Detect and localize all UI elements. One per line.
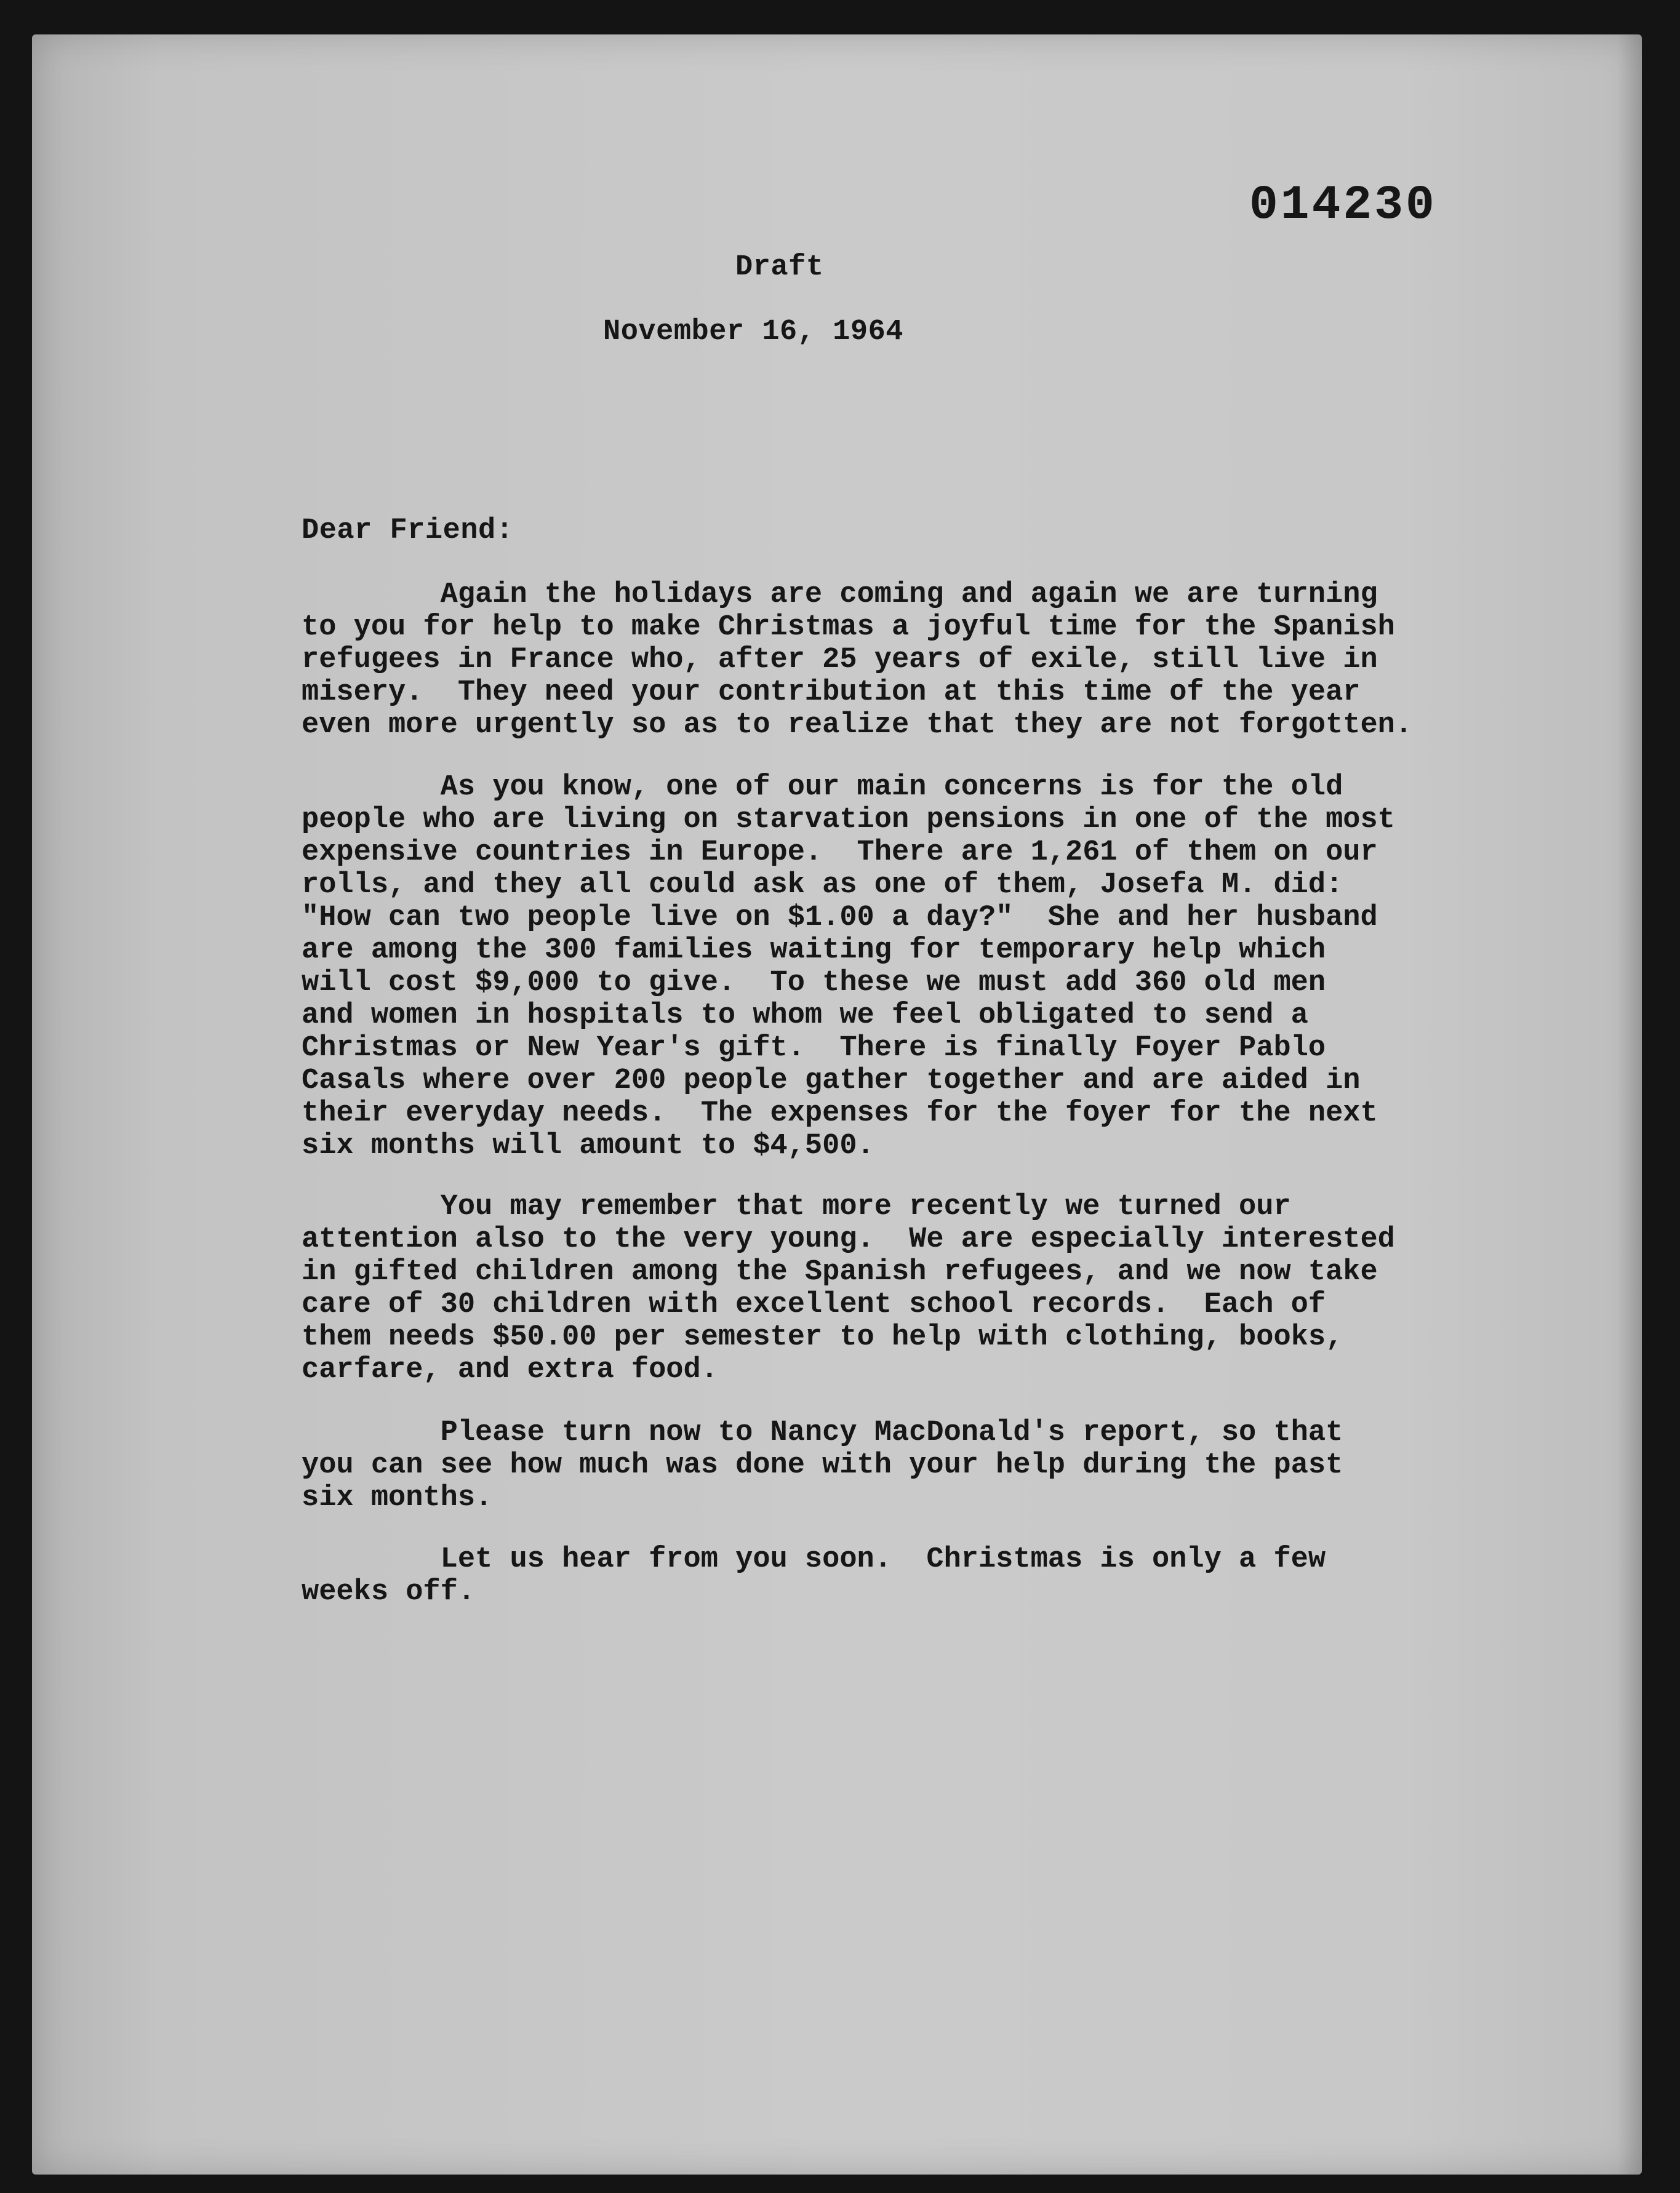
paragraph-old-people: As you know, one of our main concerns is for the old people who are living on starvation pensions in one of the most expensive countries in Europe. There are 1,261 of them on our rolls, and they all could ask as one of them, Josefa M. did: "How can two people live on $1.00 a day?" She and her husband are among the 300 families waiting for temporary help which will cost $9,000 to give. To these we must add 360 old men and women in hospitals to whom we feel obligated to send a Christmas or New Year's gift. There is finally Foyer Pablo Casals where over 200 people gather together and are aided in their everyday needs. The expenses for the foyer for the next six months will amount to $4,500.: [302, 771, 1395, 1162]
paragraph-gifted-children: You may remember that more recently we turned our attention also to the very young. We are especially interested in gifted children among the Spanish refugees, and we now take care of 30 children with excellent school records. Each of them needs $50.00 per semester to help with clothing, books, carfare, and extra food.: [302, 1191, 1395, 1386]
paragraph-report-reference: Please turn now to Nancy MacDonald's report, so that you can see how much was done with your help during the past six months.: [302, 1416, 1343, 1514]
paragraph-holidays-appeal: Again the holidays are coming and again we are turning to you for help to make Christmas a joyful time for the Spanish refugees in France who, after 25 years of exile, still live in misery. They need your contribution at this time of the year even more urgently so as to realize that they are not forgotten.: [302, 578, 1413, 741]
salutation: Dear Friend:: [302, 514, 514, 547]
draft-label: Draft: [735, 251, 824, 284]
paper-edge-shadow: [1617, 34, 1642, 2175]
letter-date: November 16, 1964: [603, 316, 903, 348]
paragraph-closing: Let us hear from you soon. Christmas is only a few weeks off.: [302, 1543, 1326, 1608]
document-number: 014230: [1249, 178, 1437, 233]
